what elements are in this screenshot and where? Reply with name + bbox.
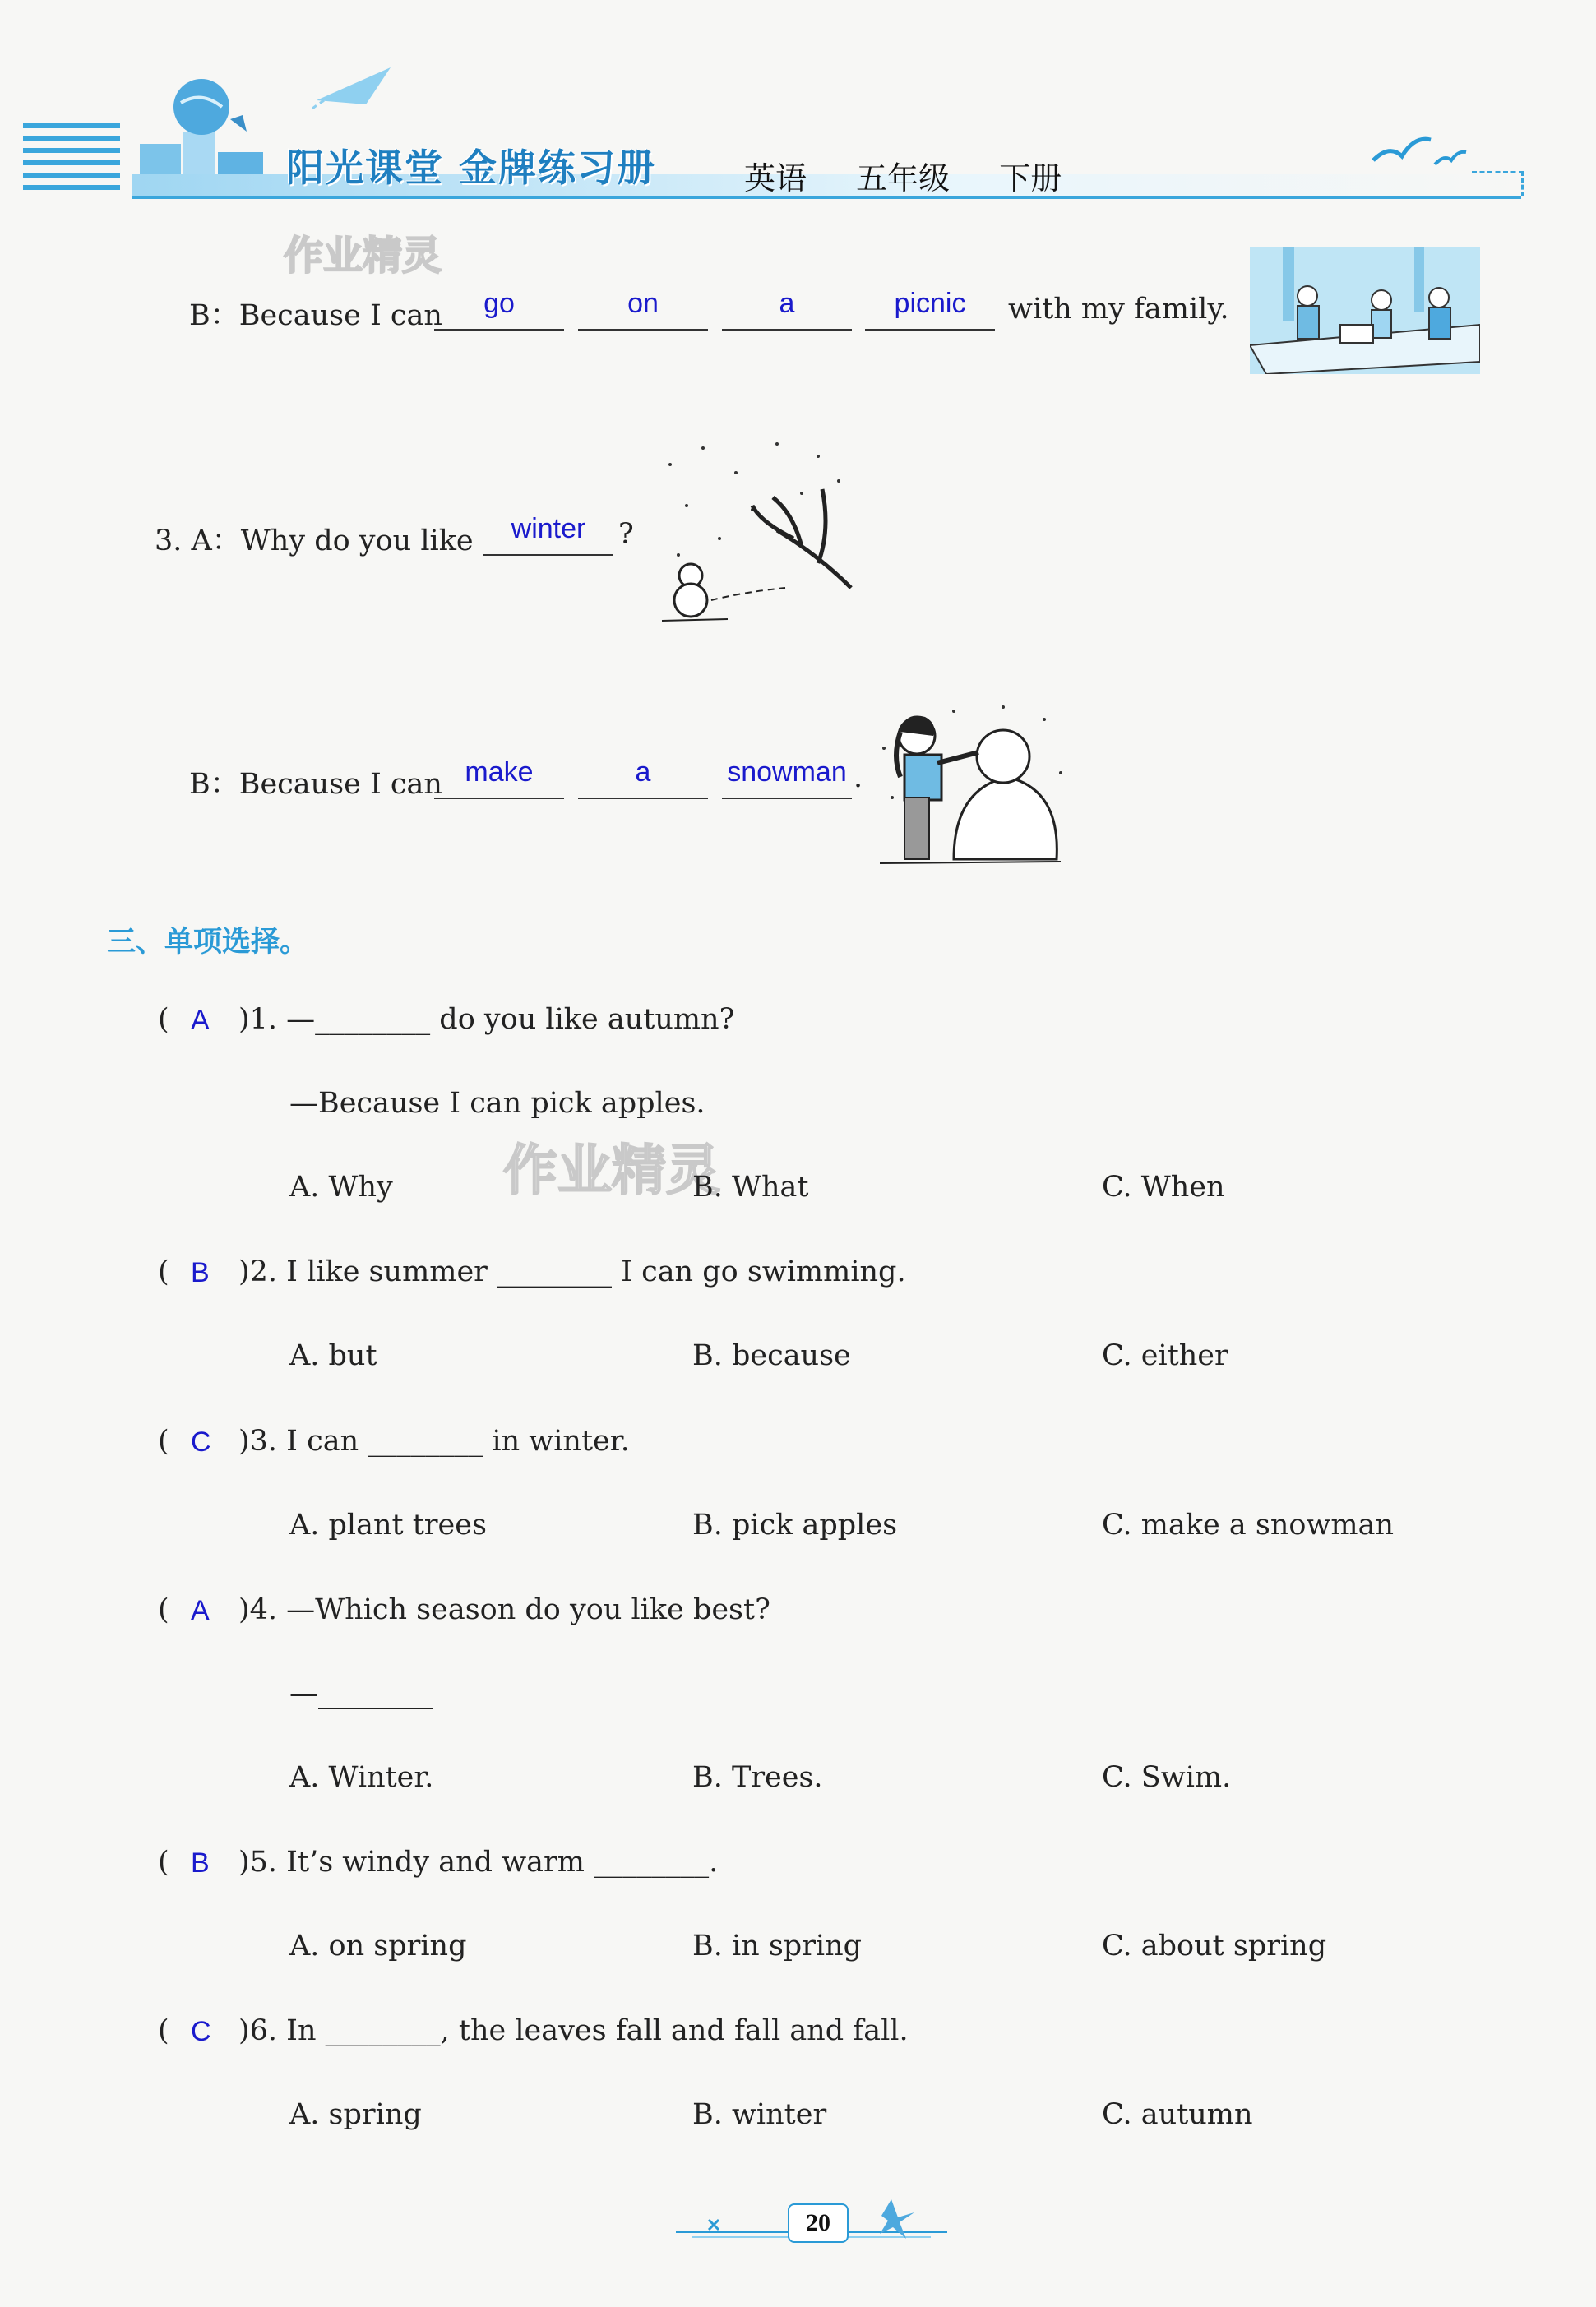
grade-label: 五年级 [856, 160, 951, 196]
mc-stem: )4. —Which season do you like best? [238, 1593, 770, 1626]
mc-option-c: C. about spring [1102, 1930, 1327, 1963]
birds-icon [1369, 127, 1468, 177]
mc-option-a: A. Why [289, 1171, 393, 1204]
left-paren: ( [158, 1846, 169, 1879]
mc-answer: B [191, 1257, 210, 1288]
filled-answer: picnic [894, 288, 966, 319]
mc-option-a: A. spring [289, 2098, 422, 2131]
mc-option-b: B. What [692, 1171, 809, 1204]
mc-answer: C [191, 2016, 211, 2047]
filled-answer: go [483, 288, 515, 319]
q2b-suffix: with my family. [1008, 293, 1229, 326]
left-paren: ( [158, 2014, 169, 2047]
mc-answer: B [191, 1847, 210, 1879]
mc-option-b: B. winter [692, 2098, 827, 2131]
mc-option-a: A. Winter. [289, 1761, 434, 1794]
mc-option-c: C. When [1102, 1171, 1225, 1204]
mc-option-c: C. autumn [1102, 2098, 1253, 2131]
mc-stem-line2: —________ [289, 1677, 433, 1710]
page-number: 20 [788, 2203, 849, 2243]
volume-label: 下册 [999, 160, 1062, 196]
mc-stem: )2. I like summer ________ I can go swimming. [238, 1255, 906, 1288]
answer-blank [483, 554, 613, 556]
section-title: 三、单项选择。 [107, 926, 309, 959]
filled-answer: snowman [727, 756, 847, 788]
mc-answer: A [191, 1005, 210, 1036]
header-subtitle [744, 153, 1101, 198]
answer-blank [434, 329, 564, 331]
mc-option-a: A. but [289, 1339, 377, 1372]
q3b-suffix: . [854, 761, 863, 794]
left-paren: ( [158, 1593, 169, 1626]
q3b-prefix: B：Because I can [189, 768, 442, 801]
mc-stem: )1. —________ do you like autumn? [238, 1003, 735, 1036]
mc-stem-line2: —Because I can pick apples. [289, 1087, 705, 1120]
mc-option-a: A. plant trees [289, 1509, 487, 1542]
q3a-suffix: ? [618, 518, 634, 551]
filled-answer: a [779, 288, 795, 319]
winter-tree-snowman-illustration [654, 432, 855, 629]
book-title: 阳光课堂 金牌练习册 [286, 146, 657, 190]
filled-answer: a [635, 756, 651, 788]
paper-plane-icon [308, 59, 407, 117]
picnic-illustration [1250, 247, 1480, 374]
answer-blank [578, 329, 708, 331]
left-paren: ( [158, 1425, 169, 1458]
q3a-prefix: 3. A：Why do you like [155, 525, 474, 557]
subject-label: 英语 [744, 160, 807, 196]
left-paren: ( [158, 1255, 169, 1288]
answer-blank [722, 329, 852, 331]
filled-answer: on [627, 288, 659, 319]
mc-stem: )5. It’s windy and warm ________. [238, 1846, 719, 1879]
answer-blank [722, 798, 852, 799]
mc-option-b: B. because [692, 1339, 851, 1372]
mc-answer: C [191, 1426, 211, 1458]
mc-option-c: C. either [1102, 1339, 1228, 1372]
watermark: 作业精灵 [503, 1139, 720, 1202]
filled-answer: winter [511, 513, 586, 544]
girl-snowman-illustration [872, 699, 1069, 871]
mc-option-b: B. Trees. [692, 1761, 823, 1794]
mc-option-b: B. in spring [692, 1930, 863, 1963]
mc-stem: )3. I can ________ in winter. [238, 1425, 630, 1458]
answer-blank [578, 798, 708, 799]
watermark: 作业精灵 [284, 233, 442, 279]
header-stripes [23, 123, 120, 204]
mc-stem: )6. In ________, the leaves fall and fall and fall. [238, 2014, 909, 2047]
header-dashed-corner [1472, 171, 1524, 196]
answer-blank [434, 798, 564, 799]
mc-option-b: B. pick apples [692, 1509, 898, 1542]
filled-answer: make [465, 756, 534, 788]
mc-answer: A [191, 1595, 210, 1626]
mc-option-a: A. on spring [289, 1930, 467, 1963]
mc-option-c: C. make a snowman [1102, 1509, 1395, 1542]
answer-blank [865, 329, 995, 331]
left-paren: ( [158, 1003, 169, 1036]
mc-option-c: C. Swim. [1102, 1761, 1232, 1794]
q2b-prefix: B：Because I can [189, 299, 442, 332]
